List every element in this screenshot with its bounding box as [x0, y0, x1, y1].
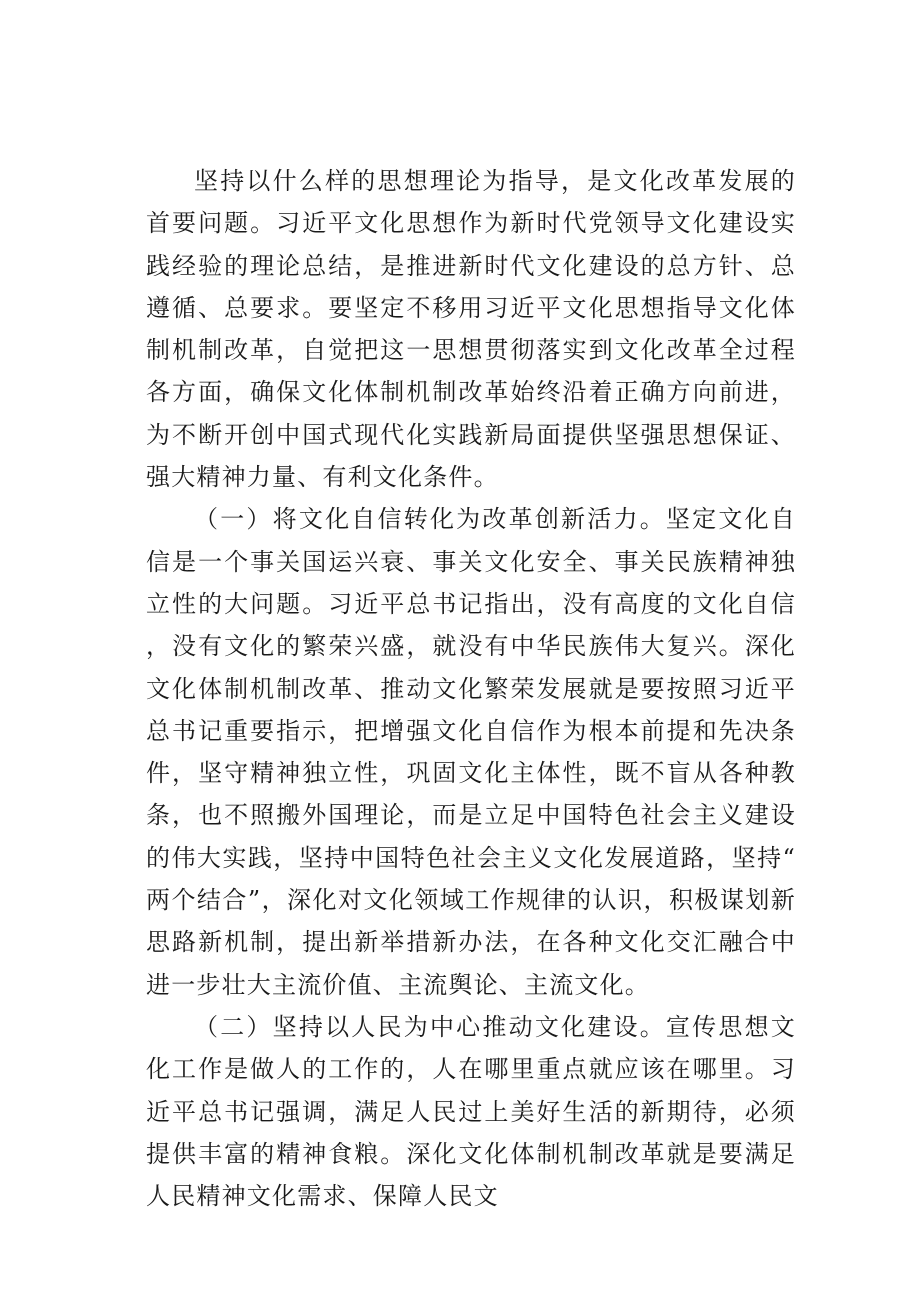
section-1-heading: （一）将文化自信转化为改革创新活力。 — [194, 505, 666, 534]
section-2-text: 宣传思想文化工作是做人的工作的，人在哪里重点就应该在哪里。习近平总书记强调，满足人民过上美好生活的新期待，必须提供丰富的精神食粮。深化文化体制机制改革就是要满足人民精神文化需求、保障人民文 — [146, 1012, 796, 1211]
paragraph-section-2 — [146, 1006, 796, 1217]
paragraph-section-1 — [146, 498, 796, 1006]
document-body — [146, 160, 796, 1217]
section-2-heading: （二）坚持以人民为中心推动文化建设。 — [194, 1012, 666, 1041]
paragraph-intro — [146, 160, 796, 498]
paragraph-intro-text: 坚持以什么样的思想理论为指导，是文化改革发展的首要问题。习近平文化思想作为新时代党领导文化建设实践经验的理论总结，是推进新时代文化建设的总方针、总遵循、总要求。要坚定不移用习近平文化思想指导文化体制机制改革，自觉把这一思想贯彻落实到文化改革全过程各方面，确保文化体制机制改革始终沿着正确方向前进，为不断开创中国式现代化实践新局面提供坚强思想保证、强大精神力量、有利文化条件。 — [146, 167, 796, 492]
section-1-text: 坚定文化自信是一个事关国运兴衰、事关文化安全、事关民族精神独立性的大问题。习近平总书记指出，没有高度的文化自信，没有文化的繁荣兴盛，就没有中华民族伟大复兴。深化文化体制机制改革、推动文化繁荣发展就是要按照习近平总书记重要指示，把增强文化自信作为根本前提和先决条件，坚守精神独立性，巩固文化主体性，既不盲从各种教条，也不照搬外国理论，而是立足中国特色社会主义建设的伟大实践，坚持中国特色社会主义文化发展道路，坚持“两个结合”，深化对文化领域工作规律的认识，积极谋划新思路新机制，提出新举措新办法，在各种文化交汇融合中进一步壮大主流价值、主流舆论、主流文化。 — [146, 505, 796, 999]
